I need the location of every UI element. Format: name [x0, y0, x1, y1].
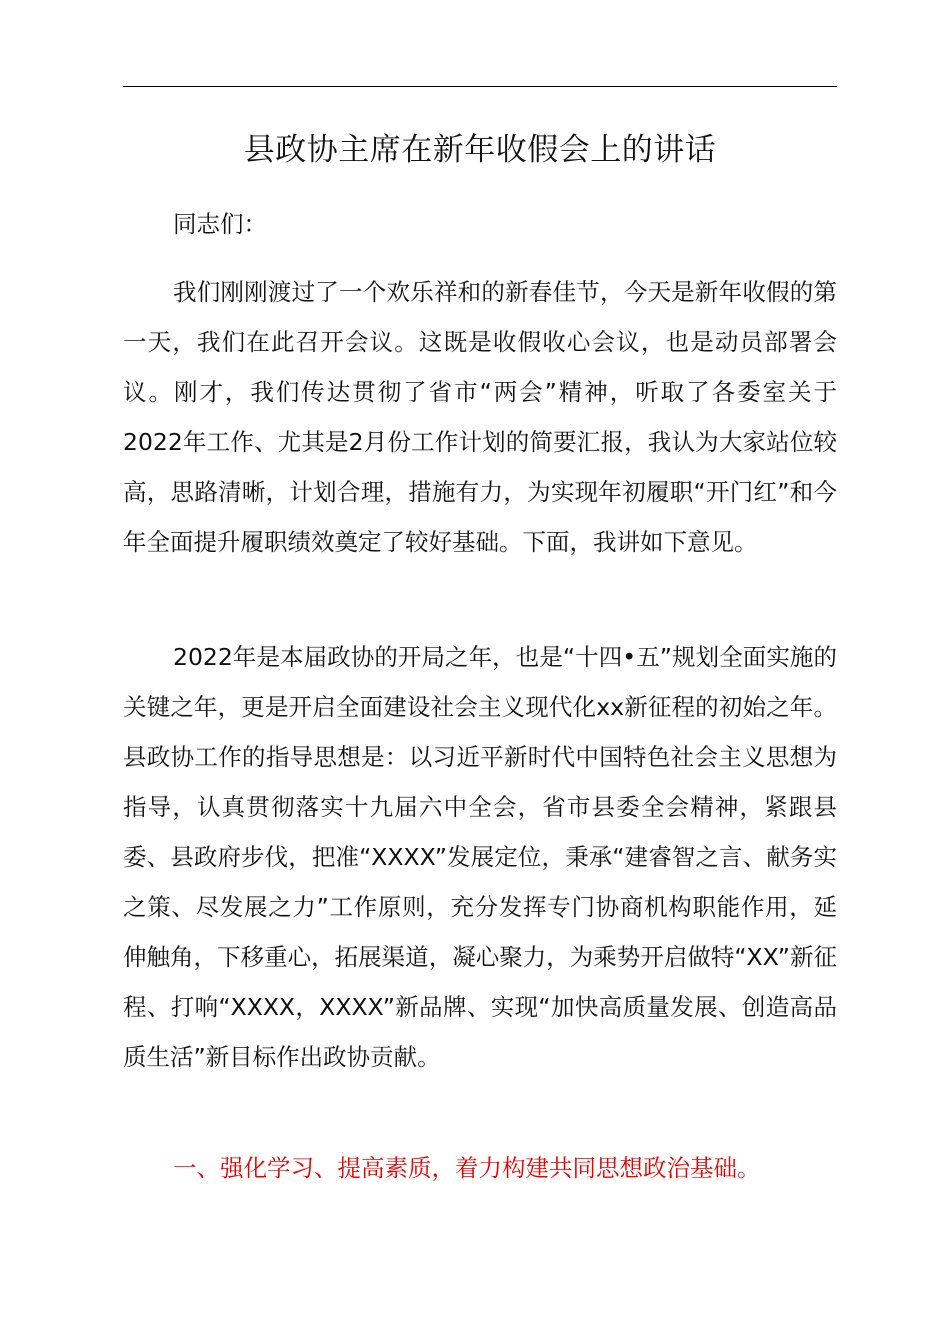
paragraph-1: 我们刚刚渡过了一个欢乐祥和的新春佳节，今天是新年收假的第一天，我们在此召开会议。这既是收假收心会议，也是动员部署会议。刚才，我们传达贯彻了省市“两会”精神，听取了各委室关于2022年工作、尤其是2月份工作计划的简要汇报，我认为大家站位较高，思路清晰，计划合理，措施有力，为实现年初履职“开门红”和今年全面提升履职绩效奠定了较好基础。下面，我讲如下意见。 — [123, 278, 837, 556]
header-rule — [123, 86, 837, 87]
greeting: 同志们： — [173, 210, 267, 238]
section-heading-1: 一、强化学习、提高素质，着力构建共同思想政治基础。 — [173, 1154, 761, 1182]
document-title: 县政协主席在新年收假会上的讲话 — [243, 132, 717, 168]
paragraph-2: 2022年是本届政协的开局之年，也是“十四•五”规划全面实施的关键之年，更是开启全面建设社会主义现代化xx新征程的初始之年。县政协工作的指导思想是：以习近平新时代中国特色社会主义思想为指导，认真贯彻落实十九届六中全会，省市县委全会精神，紧跟县委、县政府步伐，把准“XXXX”发展定位，秉承“建睿智之言、献务实之策、尽发展之力”工作原则，充分发挥专门协商机构职能作用，延伸触角，下移重心，拓展渠道，凝心聚力，为乘势开启做特“XX”新征程、打响“XXXX，XXXX”新品牌、实现“加快高质量发展、创造高品质生活”新目标作出政协贡献。 — [123, 643, 837, 1071]
